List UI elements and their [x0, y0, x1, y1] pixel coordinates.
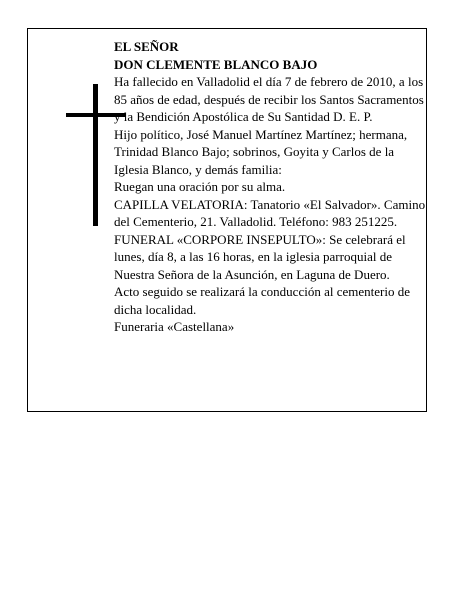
prayer-request: Ruegan una oración por su alma.	[114, 179, 286, 194]
cross-vertical-bar	[93, 84, 98, 226]
obituary-text	[114, 38, 426, 336]
obituary-title: EL SEÑOR	[114, 39, 179, 54]
family-list: Hijo político, José Manuel Martínez Martínez; hermana, Trinidad Blanco Bajo; sobrinos, Goyita y Carlos de la Iglesia Blanco, y demás familia:	[114, 126, 408, 177]
burial-info: Acto seguido se realizará la conducción al cementerio de dicha localidad.	[114, 284, 410, 317]
deceased-name: DON CLEMENTE BLANCO BAJO	[114, 56, 318, 72]
chapel-info: CAPILLA VELATORIA: Tanatorio «El Salvador». Camino del Cementerio, 21. Valladolid. Teléfono: 983 251225.	[114, 196, 426, 229]
funeral-home: Funeraria «Castellana»	[114, 319, 235, 334]
funeral-info: FUNERAL «CORPORE INSEPULTO»: Se celebrará el lunes, día 8, a las 16 horas, en la iglesia parroquial de Nuestra Señora de la Asunción, en Laguna de Duero.	[114, 231, 406, 282]
death-announcement: Ha fallecido en Valladolid el día 7 de febrero de 2010, a los 85 años de edad, después de recibir los Santos Sacramentos y la Bendición Apostólica de Su Santidad D. E. P.	[114, 74, 424, 124]
